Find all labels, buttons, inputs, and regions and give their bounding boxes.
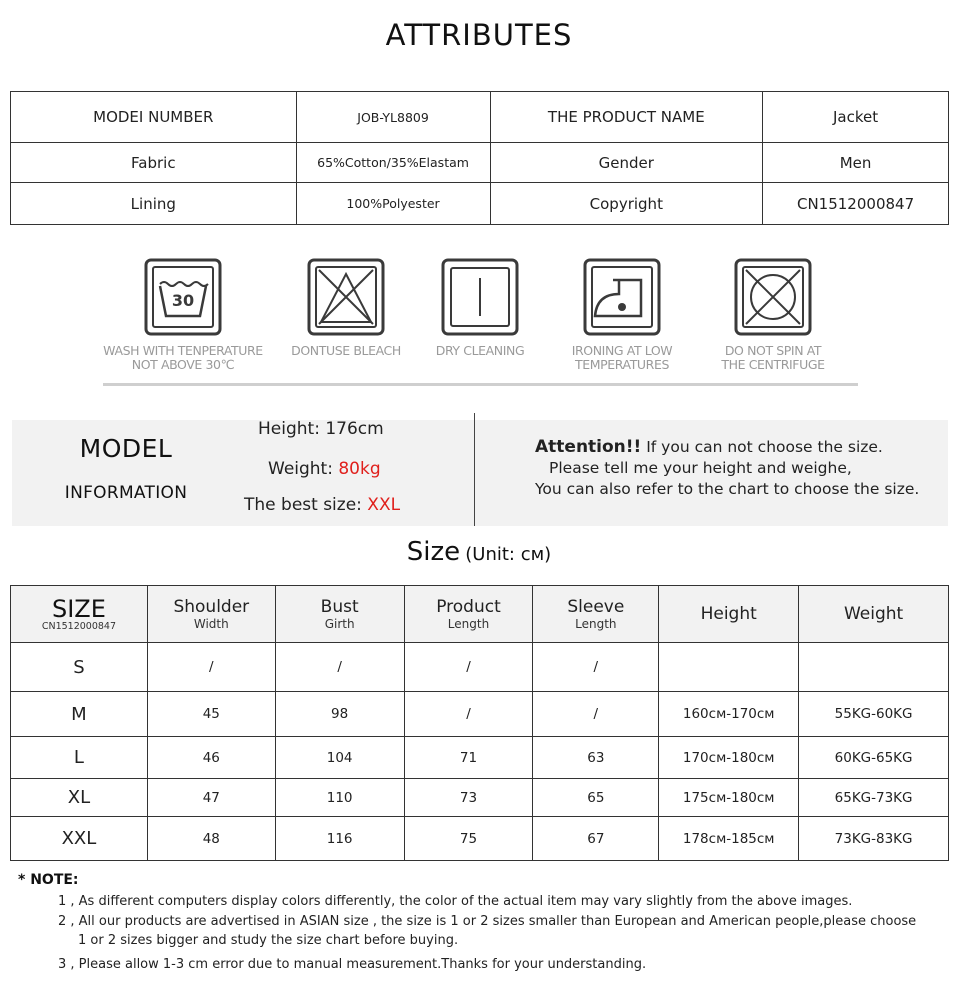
header-size: SIZE CN1512000847 xyxy=(11,586,148,643)
length-cell: / xyxy=(404,692,533,737)
care-item-iron: IRONING AT LOW TEMPERATURES xyxy=(542,258,702,372)
note-item: 1 or 2 sizes bigger and study the size chart before buying. xyxy=(78,933,459,948)
weight-cell: 55KG-60KG xyxy=(799,692,949,737)
size-cell: L xyxy=(11,737,148,779)
sleeve-cell: 67 xyxy=(533,817,659,861)
table-row xyxy=(11,692,949,737)
sleeve-cell: 65 xyxy=(533,779,659,817)
attributes-table xyxy=(10,91,949,225)
attr-label: Lining xyxy=(11,183,297,225)
attr-value: CN1512000847 xyxy=(763,183,949,225)
shoulder-cell: 47 xyxy=(147,779,275,817)
header-bust: Bust Girth xyxy=(275,586,404,643)
care-divider xyxy=(103,383,858,386)
size-cell: XL xyxy=(11,779,148,817)
page-title: ATTRIBUTES xyxy=(385,18,573,52)
height-cell: 178cм-185cм xyxy=(659,817,799,861)
attr-value: Jacket xyxy=(763,92,949,143)
shoulder-cell: 46 xyxy=(147,737,275,779)
length-cell: 73 xyxy=(404,779,533,817)
height-cell: 160cм-170cм xyxy=(659,692,799,737)
bust-cell: 98 xyxy=(275,692,404,737)
header-product-length: Product Length xyxy=(404,586,533,643)
attributes-row xyxy=(11,92,949,143)
size-cell: XXL xyxy=(11,817,148,861)
bust-cell: 110 xyxy=(275,779,404,817)
care-instructions xyxy=(103,258,858,386)
size-cell: M xyxy=(11,692,148,737)
table-row xyxy=(11,643,949,692)
dry-cleaning-icon xyxy=(441,258,519,336)
model-best-size: The best size: XXL xyxy=(244,495,401,515)
weight-cell: 65KG-73KG xyxy=(799,779,949,817)
note-item: 1 , As different computers display colors differently, the color of the actual item may vary slightly from the above images. xyxy=(58,894,853,909)
care-item-spin: DO NOT SPIN AT THE CENTRIFUGE xyxy=(693,258,853,372)
weight-cell xyxy=(799,643,949,692)
height-cell xyxy=(659,643,799,692)
care-item-bleach: DONTUSE BLEACH xyxy=(266,258,426,358)
notes-heading: * NOTE: xyxy=(18,872,79,888)
attr-label: Gender xyxy=(490,143,763,183)
bust-cell: 116 xyxy=(275,817,404,861)
bust-cell: 104 xyxy=(275,737,404,779)
no-spin-icon xyxy=(734,258,812,336)
no-bleach-icon xyxy=(307,258,385,336)
attributes-row xyxy=(11,183,949,225)
note-item: 3 , Please allow 1-3 cm error due to manual measurement.Thanks for your understanding. xyxy=(58,957,647,972)
table-row xyxy=(11,817,949,861)
wash-30-icon xyxy=(144,258,222,336)
attr-value: Men xyxy=(763,143,949,183)
size-table xyxy=(10,585,949,861)
model-divider xyxy=(474,413,475,526)
note-item: 2 , All our products are advertised in ASIAN size , the size is 1 or 2 sizes smaller than European and American people,please choose xyxy=(58,914,917,929)
svg-text:30: 30 xyxy=(171,291,195,310)
shoulder-cell: 48 xyxy=(147,817,275,861)
sleeve-cell: / xyxy=(533,643,659,692)
weight-cell: 73KG-83KG xyxy=(799,817,949,861)
header-sleeve: Sleeve Length xyxy=(533,586,659,643)
shoulder-cell: 45 xyxy=(147,692,275,737)
care-item-dry: DRY CLEANING xyxy=(400,258,560,358)
length-cell: 75 xyxy=(404,817,533,861)
attr-label: Copyright xyxy=(490,183,763,225)
size-table-header xyxy=(11,586,949,643)
table-row xyxy=(11,737,949,779)
model-weight: Weight: 80kg xyxy=(268,459,381,479)
header-weight: Weight xyxy=(799,586,949,643)
header-shoulder: Shoulder Width xyxy=(147,586,275,643)
height-cell: 175cм-180cм xyxy=(659,779,799,817)
attr-label: Fabric xyxy=(11,143,297,183)
size-heading: Size (Unit: cм) xyxy=(406,537,552,567)
attributes-row xyxy=(11,143,949,183)
attr-label: THE PRODUCT NAME xyxy=(490,92,763,143)
header-height: Height xyxy=(659,586,799,643)
attr-label: MODEI NUMBER xyxy=(11,92,297,143)
weight-cell: 60KG-65KG xyxy=(799,737,949,779)
attr-value: 100%Polyester xyxy=(296,183,490,225)
shoulder-cell: / xyxy=(147,643,275,692)
model-height: Height: 176cm xyxy=(258,419,384,439)
length-cell: / xyxy=(404,643,533,692)
model-subheading: INFORMATION xyxy=(64,483,188,503)
bust-cell: / xyxy=(275,643,404,692)
iron-low-icon xyxy=(583,258,661,336)
attention-note: Attention!! If you can not choose the size. Please tell me your height and weighe, You can also refer to the chart to choose the size. xyxy=(535,437,920,498)
model-heading: MODEL xyxy=(79,434,173,463)
attr-value: 65%Cotton/35%Elastam xyxy=(296,143,490,183)
length-cell: 71 xyxy=(404,737,533,779)
attr-value: JOB-YL8809 xyxy=(296,92,490,143)
height-cell: 170cм-180cм xyxy=(659,737,799,779)
care-item-wash: 30 WASH WITH TENPERATURE NOT ABOVE 30℃ xyxy=(103,258,263,372)
sleeve-cell: 63 xyxy=(533,737,659,779)
sleeve-cell: / xyxy=(533,692,659,737)
table-row xyxy=(11,779,949,817)
size-cell: S xyxy=(11,643,148,692)
